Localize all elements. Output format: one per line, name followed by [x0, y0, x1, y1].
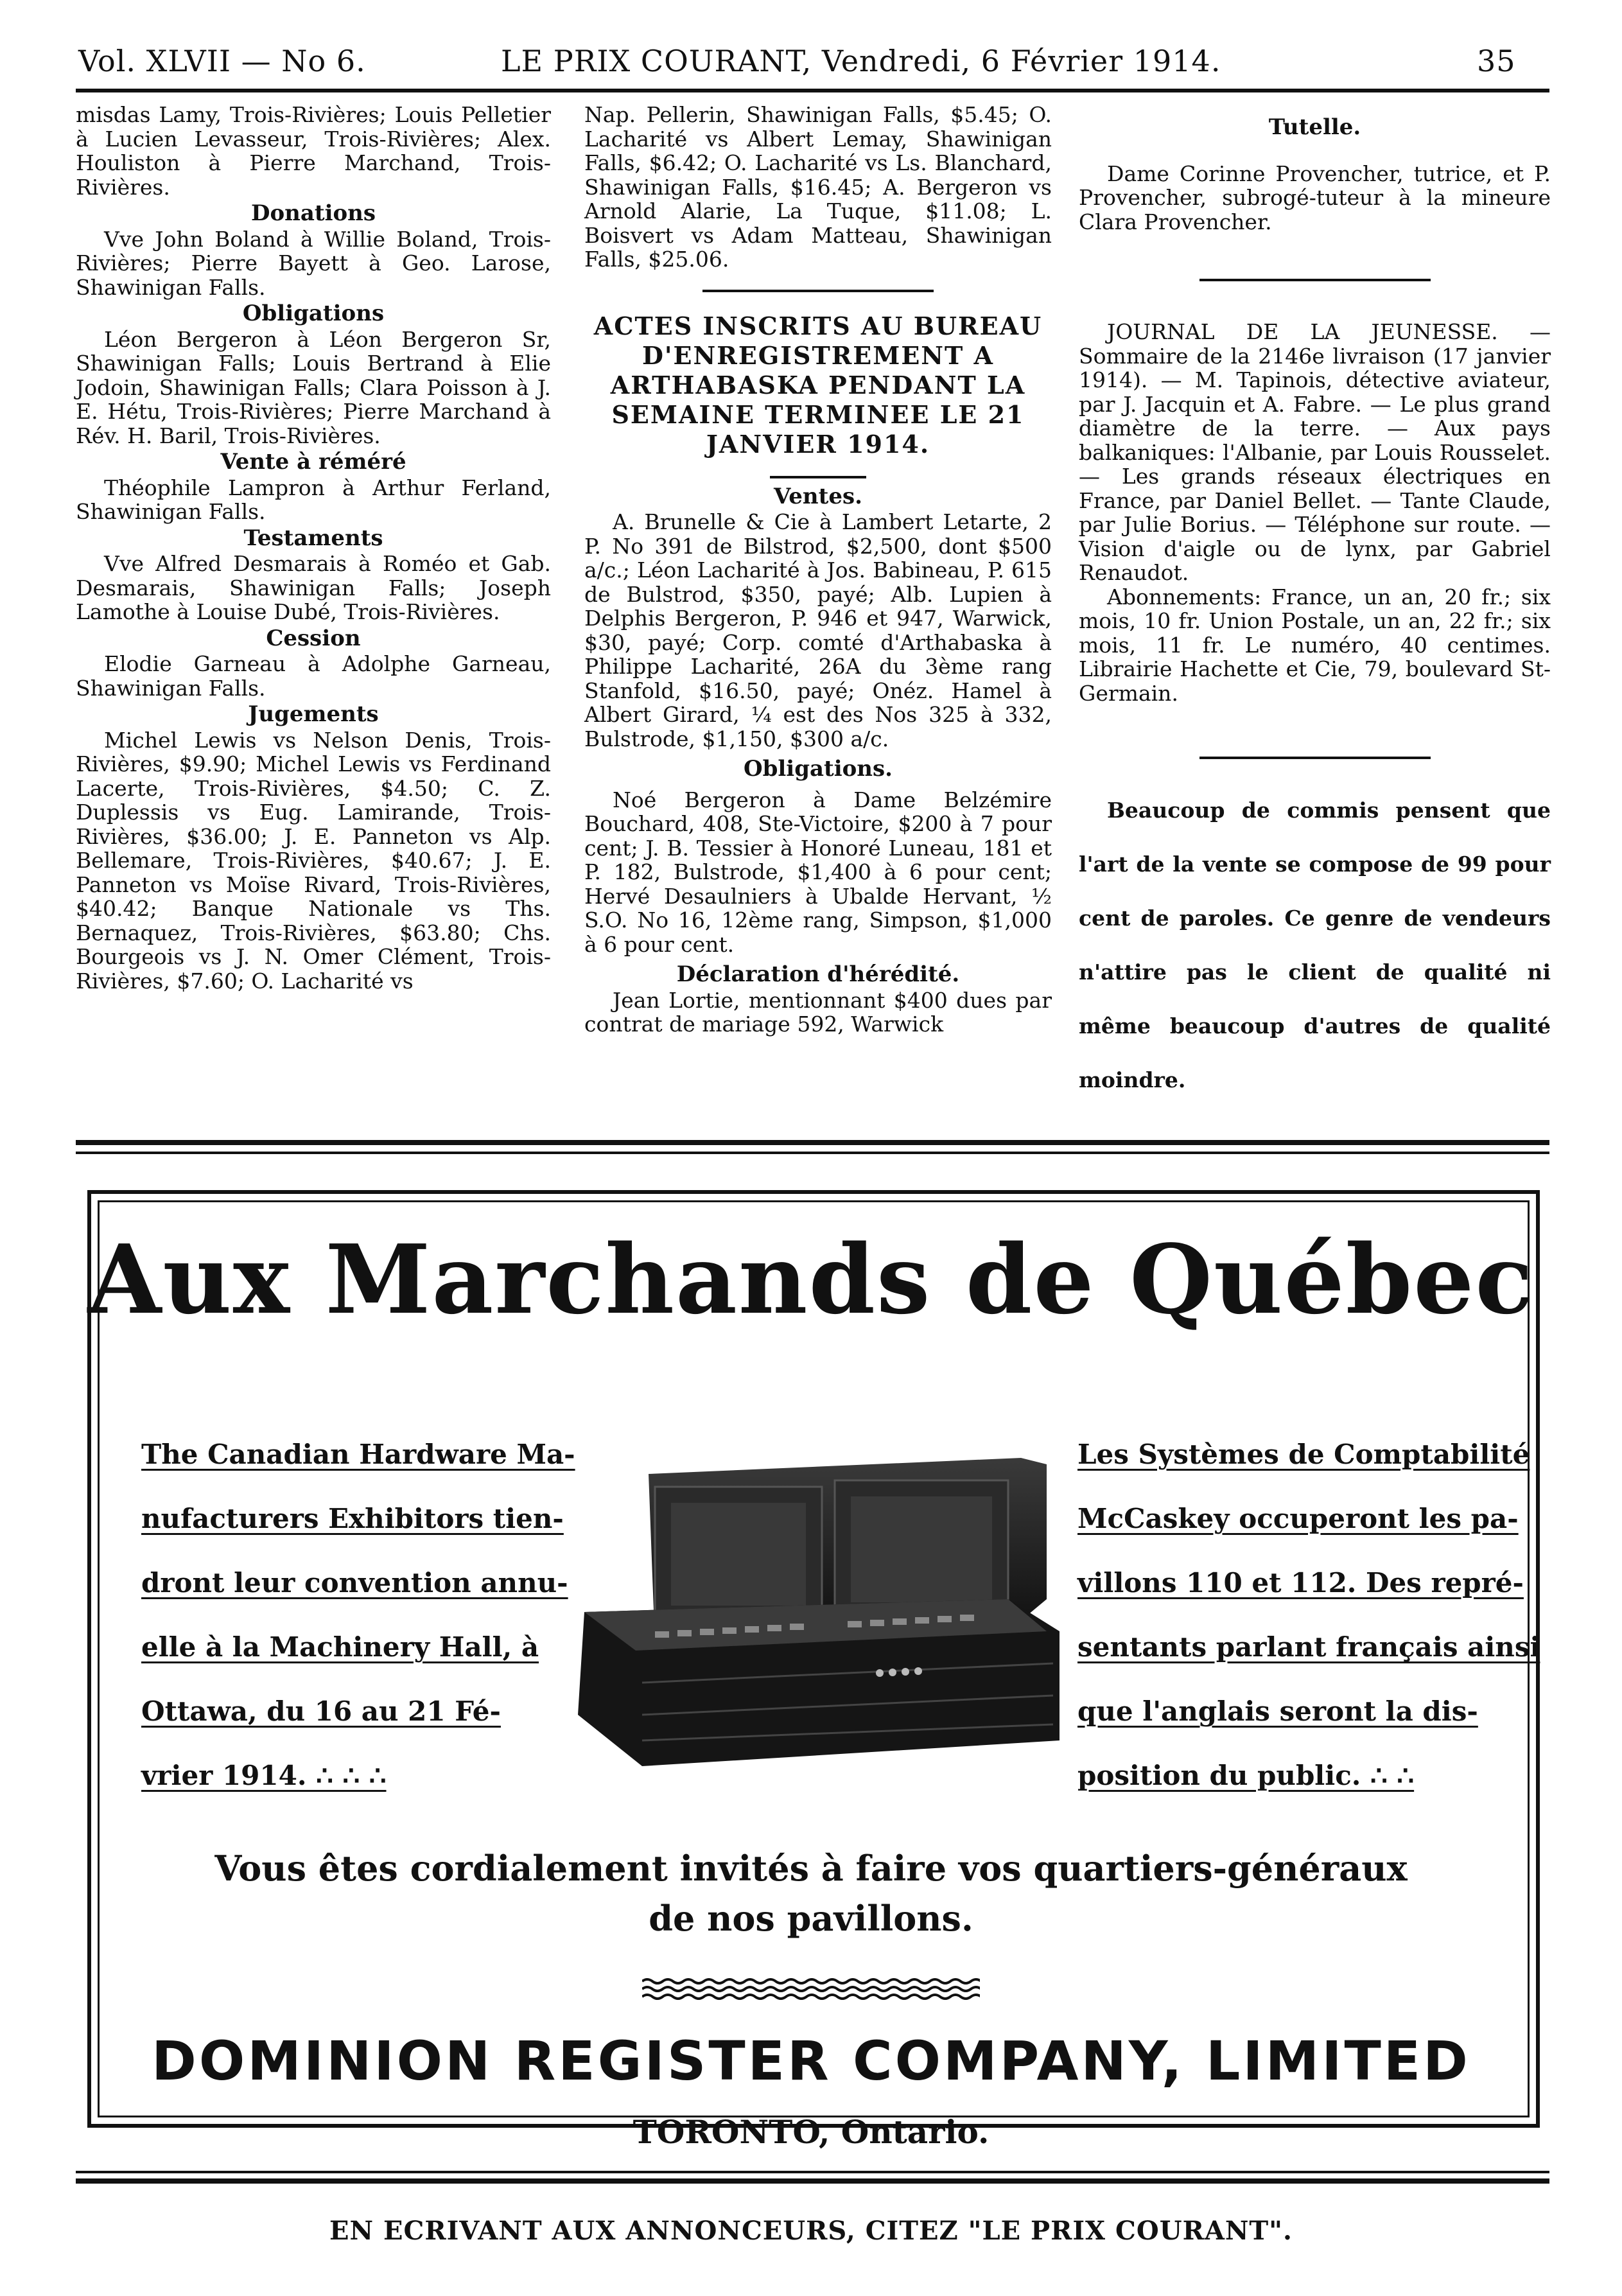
section-heading-testaments: Testaments	[243, 525, 383, 551]
ad-left-line: dront leur convention annu-	[141, 1567, 568, 1599]
ad-right-line: McCaskey occuperont les pa-	[1077, 1503, 1519, 1534]
paragraph: Nap. Pellerin, Shawinigan Falls, $5.45; O. Lacharité vs Albert Lemay, Shawinigan Falls, $6.42; O. Lacharité vs Ls. Blanchard, Shawinigan Falls, $16.45; A. Bergeron vs Arnold Alarie, La Tuque, $11.08; L. Boisvert vs Adam Matteau, Shawinigan Falls, $25.06.	[584, 102, 1052, 272]
paragraph-vente: Théophile Lampron à Arthur Ferland, Shawinigan Falls.	[76, 475, 551, 524]
ad-top-rule	[76, 1140, 1549, 1145]
ad-right-line: position du public. ∴ ∴	[1077, 1760, 1415, 1791]
paragraph-obligations: Noé Bergeron à Dame Belzémire Bouchard, 408, Ste-Victoire, $200 à 7 pour cent; J. B. Tessier à Honoré Luneau, 181 et P. 182, Bulstrode, $1,400 à 6 pour cent; Hervé Desaulniers à Ubalde Hervant, ½ S.O. No 16, 12ème rang, Simpson, $1,000 à 6 pour cent.	[584, 787, 1052, 957]
paragraph-declaration: Jean Lortie, mentionnant $400 dues par contrat de mariage 592, Warwick	[584, 987, 1052, 1037]
ad-title: Aux Marchands de Québec	[87, 1223, 1535, 1335]
ad-top-rule-thin	[76, 1152, 1549, 1154]
ad-bottom-rule-thin	[76, 2171, 1549, 2173]
paragraph-abonnements: Abonnements: France, un an, 20 fr.; six mois, 10 fr. Union Postale, un an, 22 fr.; six mois, 11 fr. Le numéro, 40 centimes. Librairie Hachette et Cie, 79, boulevard St-Germain.	[1079, 584, 1551, 706]
paragraph-cession: Elodie Garneau à Adolphe Garneau, Shawinigan Falls.	[76, 651, 551, 701]
column-2	[584, 103, 1052, 1037]
section-heading-donations: Donations	[250, 200, 376, 226]
column-1	[76, 103, 551, 993]
header-rule	[76, 89, 1549, 92]
ad-left-text	[141, 1423, 575, 1808]
ad-invitation-line: Vous êtes cordialement invités à faire vos quartiers-généraux	[214, 1848, 1408, 1889]
ad-left-line: nufacturers Exhibitors tien-	[141, 1503, 564, 1534]
decorative-wave-rule	[642, 1975, 980, 2001]
ad-company-name: DOMINION REGISTER COMPANY, LIMITED	[152, 2029, 1470, 2092]
footer-notice: EN ECRIVANT AUX ANNONCEURS, CITEZ "LE PRIX COURANT".	[329, 2216, 1293, 2246]
ad-right-text	[1077, 1423, 1540, 1808]
ad-invitation	[0, 1843, 1622, 1943]
paragraph: misdas Lamy, Trois-Rivières; Louis Pelletier à Lucien Levasseur, Trois-Rivières; Alex. Houliston à Pierre Marchand, Trois-Rivières.	[76, 102, 551, 200]
section-heading-tutelle: Tutelle.	[1268, 114, 1361, 140]
section-heading-declaration: Déclaration d'hérédité.	[676, 961, 960, 987]
paragraph-ventes: A. Brunelle & Cie à Lambert Letarte, 2 P. No 391 de Bilstrod, $2,500, dont $500 a/c.; Léon Lacharité à Jos. Babineau, P. 615 de Bulstrod, $350, payé; Alb. Lupien à Delphis Bergeron, P. 946 et 947, Warwick, $30, payé; Corp. comté d'Arthabaska à Philippe Lacharité, 26A du 3ème rang Stanfold, $16.50, payé; Onéz. Hamel à Albert Girard, ¼ est des Nos 325 à 332, Bulstrode, $1,150, $300 a/c.	[584, 509, 1052, 751]
section-heading-obligations: Obligations	[242, 301, 385, 326]
section-heading-actes: ACTES INSCRITS AU BUREAU D'ENREGISTREMENT A ARTHABASKA PENDANT LA SEMAINE TERMINEE LE 21 JANVIER 1914.	[593, 311, 1043, 459]
ad-right-line: sentants parlant français ainsi	[1077, 1631, 1540, 1663]
ad-invitation-line: de nos pavillons.	[649, 1898, 973, 1939]
paragraph-tutelle: Dame Corinne Provencher, tutrice, et P. Provencher, subrogé-tuteur à la mineure Clara Provencher.	[1079, 161, 1551, 234]
section-heading-cession: Cession	[266, 625, 361, 651]
paragraph-journal: JOURNAL DE LA JEUNESSE. — Sommaire de la 2146e livraison (17 janvier 1914). — M. Tapinois, détective aviateur, par J. Jacquin et A. Fabre. — Le plus grand diamètre de la terre. — Aux pays balkaniques: l'Albanie, par Louis Rousselet. — Les grands réseaux électriques en France, par Daniel Bellet. — Tante Claude, par Julie Borius. — Téléphone sur route. — Vision d'aigle ou de lynx, par Gabriel Renaudot.	[1079, 319, 1551, 585]
section-heading-vente: Vente à réméré	[220, 449, 406, 475]
ad-right-line: que l'anglais seront la dis-	[1077, 1696, 1478, 1727]
page-number: 35	[1477, 44, 1516, 78]
section-heading-ventes: Ventes.	[774, 483, 862, 509]
section-heading-jugements: Jugements	[248, 701, 379, 727]
paragraph-beaucoup: Beaucoup de commis pensent que l'art de la vente se compose de 99 pour cent de paroles. Ce genre de vendeurs n'attire pas le client de qualité ni même beaucoup d'autres de qualité moindre.	[1079, 798, 1551, 1092]
paragraph-obligations: Léon Bergeron à Léon Bergeron Sr, Shawinigan Falls; Louis Bertrand à Elie Jodoin, Shawinigan Falls; Clara Poisson à J. E. Hétu, Trois-Rivières; Pierre Marchand à Rév. H. Baril, Trois-Rivières.	[76, 326, 551, 448]
section-divider	[770, 476, 866, 478]
newspaper-title: LE PRIX COURANT, Vendredi, 6 Février 1914.	[501, 44, 1221, 78]
paragraph-donations: Vve John Boland à Willie Boland, Trois-Rivières; Pierre Bayett à Geo. Larose, Shawinigan Falls.	[76, 226, 551, 300]
ad-right-line: villons 110 et 112. Des repré-	[1077, 1567, 1524, 1599]
cash-register-illustration	[559, 1439, 1066, 1779]
ad-left-line: vrier 1914. ∴ ∴ ∴	[141, 1760, 387, 1791]
section-divider	[1199, 757, 1431, 759]
ad-left-line: Ottawa, du 16 au 21 Fé-	[141, 1696, 501, 1727]
ad-right-line: Les Systèmes de Comptabilité	[1077, 1439, 1530, 1470]
ad-left-line: elle à la Machinery Hall, à	[141, 1631, 539, 1663]
section-divider	[702, 290, 934, 292]
paragraph-testaments: Vve Alfred Desmarais à Roméo et Gab. Desmarais, Shawinigan Falls; Joseph Lamothe à Louise Dubé, Trois-Rivières.	[76, 551, 551, 624]
section-heading-obligations: Obligations.	[743, 756, 893, 782]
ad-company-city: TORONTO, Ontario.	[632, 2113, 990, 2151]
ad-left-line: The Canadian Hardware Ma-	[141, 1439, 575, 1470]
column-3	[1079, 103, 1551, 1107]
section-divider	[1199, 279, 1431, 281]
paragraph-jugements: Michel Lewis vs Nelson Denis, Trois-Rivières, $9.90; Michel Lewis vs Ferdinand Lacerte, Trois-Rivières, $4.50; C. Z. Duplessis vs Eug. Lamirande, Trois-Rivières, $36.00; J. E. Panneton vs Alp. Bellemare, Trois-Rivières, $40.67; J. E. Panneton vs Moïse Rivard, Trois-Rivières, $40.42; Banque Nationale vs Ths. Bernaquez, Trois-Rivières, $63.80; Chs. Bourgeois vs J. N. Omer Clément, Trois-Rivières, $7.60; O. Lacharité vs	[76, 727, 551, 994]
volume-number: Vol. XLVII — No 6.	[78, 44, 366, 78]
ad-bottom-rule	[76, 2178, 1549, 2184]
